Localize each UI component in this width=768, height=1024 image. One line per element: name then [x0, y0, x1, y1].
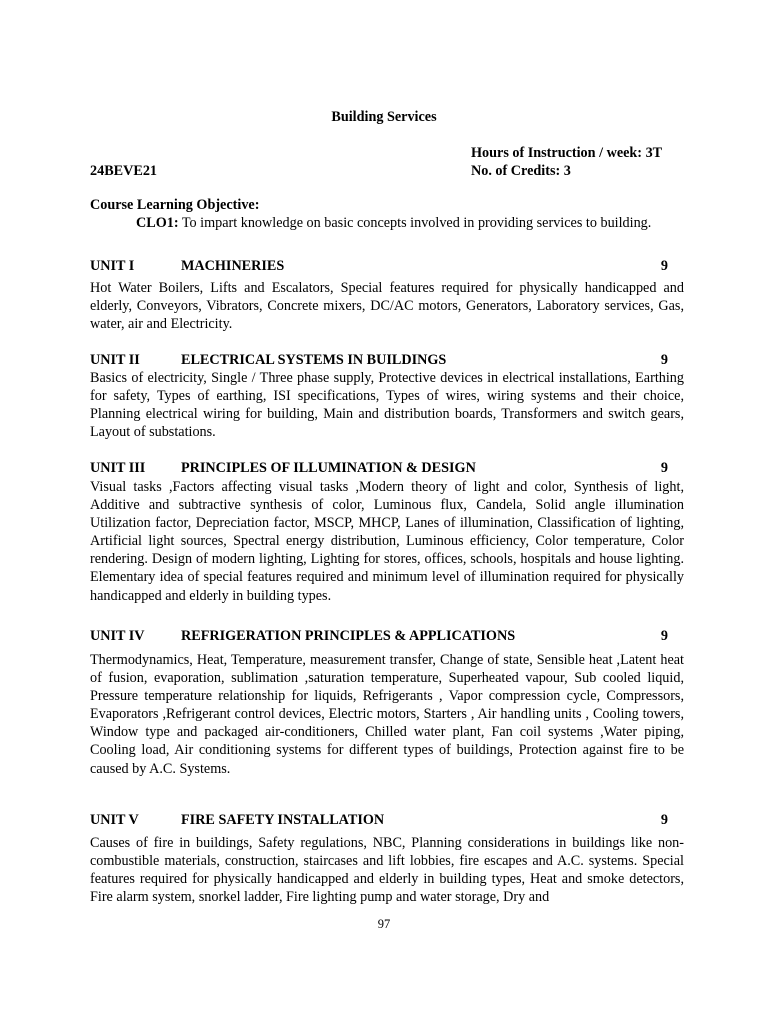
- page-number: 97: [377, 917, 391, 931]
- unit-number: UNIT IV: [90, 628, 145, 644]
- unit-title: FIRE SAFETY INSTALLATION: [181, 812, 385, 828]
- unit-content: Basics of electricity, Single / Three phase supply, Protective devices in electrical installations, Earthing for safety, Types of earthing, ISI specifications, Types of wires, wiring systems and their choice, Planning electrical wiring for building, Main and distribution boards, Transformers and switch gears, Layout of substations.: [90, 370, 684, 441]
- unit-heading: [90, 459, 684, 477]
- unit-number: UNIT II: [90, 352, 140, 368]
- clo-text: To impart knowledge on basic concepts involved in providing services to building.: [178, 215, 652, 231]
- unit-title: MACHINERIES: [181, 258, 285, 274]
- unit-content: Visual tasks ,Factors affecting visual tasks ,Modern theory of light and color, Synthesis of light, Additive and subtractive synthesis of color, Luminous flux, Candela, Solid angle illumination Utilization factor, Depreciation factor, MSCP, MHCP, Lanes of illumination, Classification of lighting, Artificial light sources, Spectral energy distribution, Luminous efficiency, Color temperature, Color rendering. Design of modern lighting, Lighting for stores, offices, schools, hospitals and house lighting. Elementary idea of special features required and minimum level of illumination required for physically handicapped and elderly in building types.: [90, 479, 684, 604]
- unit-heading: [90, 811, 684, 829]
- clo-label: CLO1:: [136, 215, 179, 231]
- unit-hours: 9: [660, 628, 668, 644]
- page-title: Building Services: [331, 109, 437, 125]
- clo-line: [136, 214, 651, 232]
- unit-heading: [90, 351, 684, 369]
- unit-number: UNIT V: [90, 812, 139, 828]
- course-code: 24BEVE21: [90, 163, 158, 179]
- unit-hours: 9: [660, 812, 668, 828]
- unit-number: UNIT I: [90, 258, 135, 274]
- unit-content: Thermodynamics, Heat, Temperature, measurement transfer, Change of state, Sensible heat ,Latent heat of fusion, evaporation, sublimation ,saturation temperature, Superheated vapour, Sub cooled liquid, Pressure temperature relationship for liquids, Refrigerants , Vapor compression cycle, Compressors, Evaporators ,Refrigerant control devices, Electric motors, Starters , Air handling units , Cooling towers, Window type and packaged air-conditioners, Chilled water plant, Fan coil systems ,Water piping, Cooling load, Air conditioning systems for different types of buildings, Protection against fire to be caused by A.C. Systems.: [90, 652, 684, 777]
- hours-of-instruction: Hours of Instruction / week: 3T: [471, 145, 663, 161]
- unit-title: ELECTRICAL SYSTEMS IN BUILDINGS: [181, 352, 447, 368]
- unit-hours: 9: [660, 258, 668, 274]
- unit-hours: 9: [660, 352, 668, 368]
- credits: No. of Credits: 3: [471, 163, 571, 179]
- unit-title: REFRIGERATION PRINCIPLES & APPLICATIONS: [181, 628, 516, 644]
- unit-heading: [90, 627, 684, 645]
- unit-hours: 9: [660, 460, 668, 476]
- unit-heading: [90, 257, 684, 275]
- unit-number: UNIT III: [90, 460, 146, 476]
- objective-heading: Course Learning Objective:: [90, 197, 260, 213]
- unit-title: PRINCIPLES OF ILLUMINATION & DESIGN: [181, 460, 476, 476]
- unit-content: Hot Water Boilers, Lifts and Escalators, Special features required for physically handicapped and elderly, Conveyors, Vibrators, Concrete mixers, DC/AC motors, Generators, Laboratory services, Gas, water, air and Electricity.: [90, 280, 684, 333]
- unit-content: Causes of fire in buildings, Safety regulations, NBC, Planning considerations in buildings like non-combustible materials, construction, staircases and lift lobbies, fire escapes and A.C. systems. Special features required for physically handicapped and elderly in building types, Heat and smoke detectors, Fire alarm system, snorkel ladder, Fire lighting pump and water storage, Dry and: [90, 835, 684, 906]
